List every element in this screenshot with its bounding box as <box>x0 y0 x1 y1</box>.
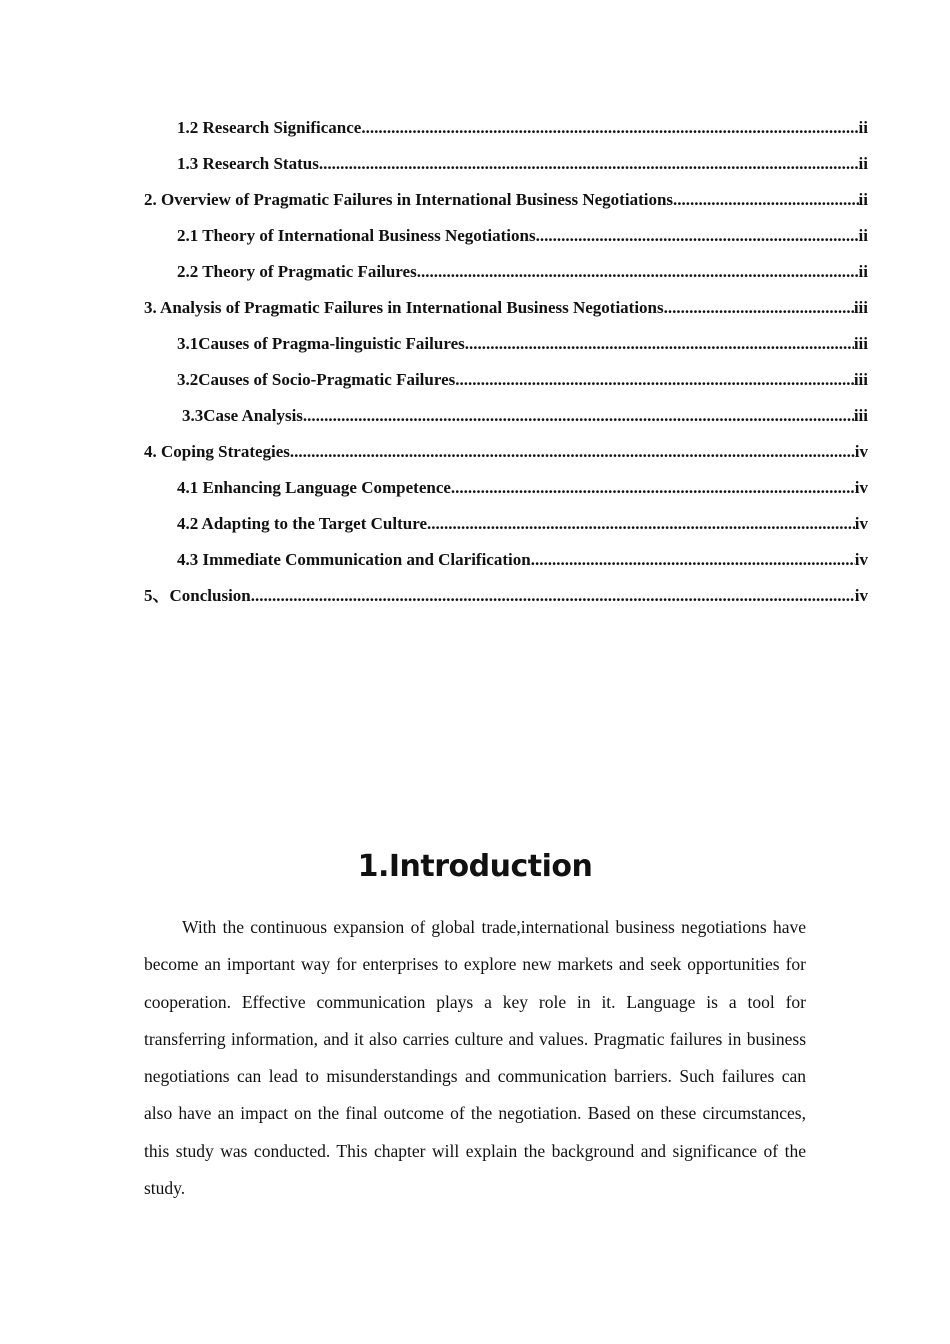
toc-entry-5[interactable] <box>144 578 868 614</box>
toc-entry-title: 1.3 Research Status <box>177 154 319 173</box>
toc-entry-title: 1.2 Research Significance <box>177 118 362 137</box>
toc-entry-title: 2.2 Theory of Pragmatic Failures <box>177 262 417 281</box>
toc-entry-3[interactable] <box>144 290 868 326</box>
intro-paragraph: With the continuous expansion of global trade,international business negotiations have become an important way for enterprises to explore new markets and seek opportunities for cooperation. Effective communication plays a key role in it. Language is a tool for transferring information, and it also carries culture and values. Pragmatic failures in business negotiations can lead to misunderstandings and communication barriers. Such failures can also have an impact on the final outcome of the negotiation. Based on these circumstances, this study was conducted. This chapter will explain the background and significance of the study. <box>144 917 806 1199</box>
chapter-title: 1.Introduction <box>357 849 593 884</box>
toc-entry-title: 5、Conclusion <box>144 586 251 605</box>
toc-dot-leader <box>361 110 858 146</box>
toc-entry-page: iv <box>854 514 868 533</box>
toc-entry-page: iii <box>853 406 868 425</box>
toc-dot-leader <box>319 146 859 182</box>
toc-entry-3-2[interactable] <box>144 362 868 398</box>
toc-entry-1-3[interactable] <box>144 146 868 182</box>
toc-entry-title: 3.1Causes of Pragma-linguistic Failures <box>177 334 465 353</box>
toc-dot-leader <box>303 398 854 434</box>
toc-entry-page: iii <box>853 334 868 353</box>
toc-entry-page: ii <box>858 190 868 209</box>
toc-entry-page: iv <box>854 442 868 461</box>
toc-dot-leader <box>251 578 855 614</box>
toc-entry-page: ii <box>858 262 868 281</box>
toc-entry-page: ii <box>858 226 868 245</box>
toc-dot-leader <box>465 326 854 362</box>
toc-dot-leader <box>451 470 855 506</box>
toc-entry-page: iv <box>854 478 868 497</box>
toc-entry-page: ii <box>858 118 868 137</box>
toc-dot-leader <box>417 254 859 290</box>
toc-entry-4[interactable] <box>144 434 868 470</box>
toc-entry-title: 3.3Case Analysis <box>182 406 303 425</box>
toc-entry-4-1[interactable] <box>144 470 868 506</box>
toc-entry-page: iv <box>854 586 868 605</box>
toc-dot-leader <box>664 290 854 326</box>
toc-entry-1-2[interactable] <box>144 110 868 146</box>
toc-dot-leader <box>531 542 855 578</box>
toc-dot-leader <box>536 218 859 254</box>
toc-entry-3-1[interactable] <box>144 326 868 362</box>
toc-entry-title: 2.1 Theory of International Business Negotiations <box>177 226 536 245</box>
toc-entry-title: 4.1 Enhancing Language Competence <box>177 478 451 497</box>
toc-entry-2[interactable] <box>144 182 868 218</box>
toc-entry-4-3[interactable] <box>144 542 868 578</box>
toc-entry-2-1[interactable] <box>144 218 868 254</box>
toc-entry-title: 3. Analysis of Pragmatic Failures in International Business Negotiations <box>144 298 664 317</box>
toc-dot-leader <box>673 182 859 218</box>
toc-entry-title: 4.2 Adapting to the Target Culture <box>177 514 427 533</box>
toc-entry-title: 4.3 Immediate Communication and Clarification <box>177 550 531 569</box>
toc-entry-title: 2. Overview of Pragmatic Failures in International Business Negotiations <box>144 190 674 209</box>
toc-entry-title: 4. Coping Strategies <box>144 442 290 461</box>
toc-dot-leader <box>290 434 855 470</box>
toc-entry-4-2[interactable] <box>144 506 868 542</box>
toc-entry-page: iii <box>853 370 868 389</box>
toc-dot-leader <box>427 506 855 542</box>
table-of-contents <box>144 110 868 614</box>
toc-entry-page: iv <box>854 550 868 569</box>
toc-entry-page: ii <box>858 154 868 173</box>
toc-dot-leader <box>455 362 854 398</box>
toc-entry-title: 3.2Causes of Socio-Pragmatic Failures <box>177 370 456 389</box>
toc-entry-3-3[interactable] <box>144 398 868 434</box>
toc-entry-2-2[interactable] <box>144 254 868 290</box>
toc-entry-page: iii <box>853 298 868 317</box>
